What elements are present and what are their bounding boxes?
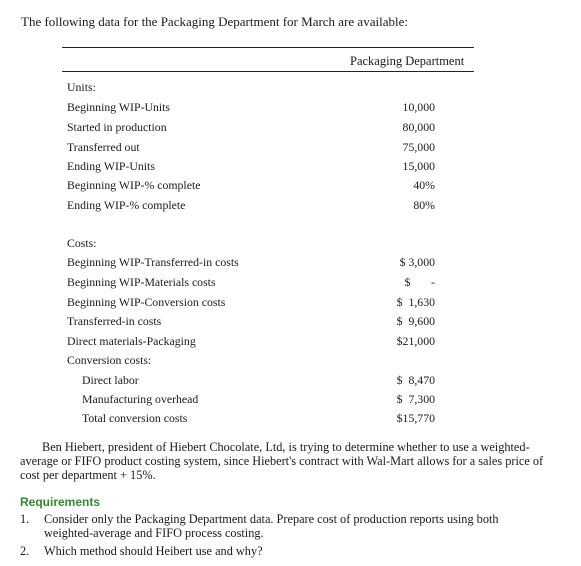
row-label: Ending WIP-Units: [67, 159, 155, 173]
row-value: 15,000: [402, 159, 435, 173]
table-row: [67, 295, 437, 313]
column-header: Packaging Department: [350, 54, 465, 68]
row-label: Direct materials-Packaging: [67, 334, 196, 348]
row-value: $ 1,630: [396, 295, 435, 309]
requirement-text: Which method should Heibert use and why?: [44, 544, 263, 558]
requirement-text: Consider only the Packaging Department data. Prepare cost of production reports using both weighted-average and FIFO process costing.: [44, 512, 499, 540]
row-label: Beginning WIP-Transferred-in costs: [67, 255, 239, 269]
table-row: [67, 275, 437, 293]
row-value: $ 8,470: [396, 373, 435, 387]
table-row: [67, 198, 437, 216]
row-label: Conversion costs:: [67, 353, 152, 367]
row-value: 10,000: [402, 100, 435, 114]
row-value: 40%: [413, 178, 435, 192]
requirement-item: [20, 512, 565, 542]
row-value: $21,000: [396, 334, 435, 348]
row-label: Beginning WIP-% complete: [67, 178, 201, 192]
row-label: Direct labor: [82, 373, 139, 387]
row-value: $ -: [404, 275, 435, 289]
table-row: [67, 392, 437, 410]
table-header-rule: [62, 71, 474, 72]
table-row: [67, 140, 437, 158]
table-row: [67, 100, 437, 118]
intro-text: The following data for the Packaging Department for March are available:: [21, 14, 408, 29]
row-value: $ 9,600: [396, 314, 435, 328]
row-label: Ending WIP-% complete: [67, 198, 186, 212]
row-label: Transferred out: [67, 140, 140, 154]
table-row: [67, 120, 437, 138]
units-heading: Units:: [67, 80, 96, 94]
table-row: [67, 373, 437, 391]
row-label: Manufacturing overhead: [82, 392, 199, 406]
row-value: 80%: [413, 198, 435, 212]
costs-heading: Costs:: [67, 236, 97, 250]
scenario-paragraph: Ben Hiebert, president of Hiebert Chocolate, Ltd, is trying to determine whether to use a weighted-average or FIFO product costing system, since Hiebert's contract with Wal-Mart allows for a sales price of cost per department + 15%.: [20, 440, 544, 482]
row-label: Transferred-in costs: [67, 314, 162, 328]
row-value: $ 3,000: [399, 255, 435, 269]
row-label: Started in production: [67, 120, 167, 134]
requirements-heading: Requirements: [20, 495, 101, 509]
requirement-number: 1.: [20, 512, 30, 526]
requirement-number: 2.: [20, 544, 30, 558]
table-row: [67, 353, 437, 371]
table-row: [67, 411, 437, 429]
row-label: Beginning WIP-Units: [67, 100, 171, 114]
row-value: $15,770: [396, 411, 435, 425]
row-label: Total conversion costs: [82, 411, 188, 425]
table-top-rule: [62, 47, 474, 48]
row-value: 75,000: [402, 140, 435, 154]
table-row: [67, 334, 437, 352]
row-label: Beginning WIP-Materials costs: [67, 275, 216, 289]
table-row: [67, 159, 437, 177]
row-value: 80,000: [402, 120, 435, 134]
requirement-item: [20, 544, 565, 560]
row-value: $ 7,300: [396, 392, 435, 406]
table-row: [67, 314, 437, 332]
table-row: [67, 178, 437, 196]
row-label: Beginning WIP-Conversion costs: [67, 295, 226, 309]
table-row: [67, 255, 437, 273]
